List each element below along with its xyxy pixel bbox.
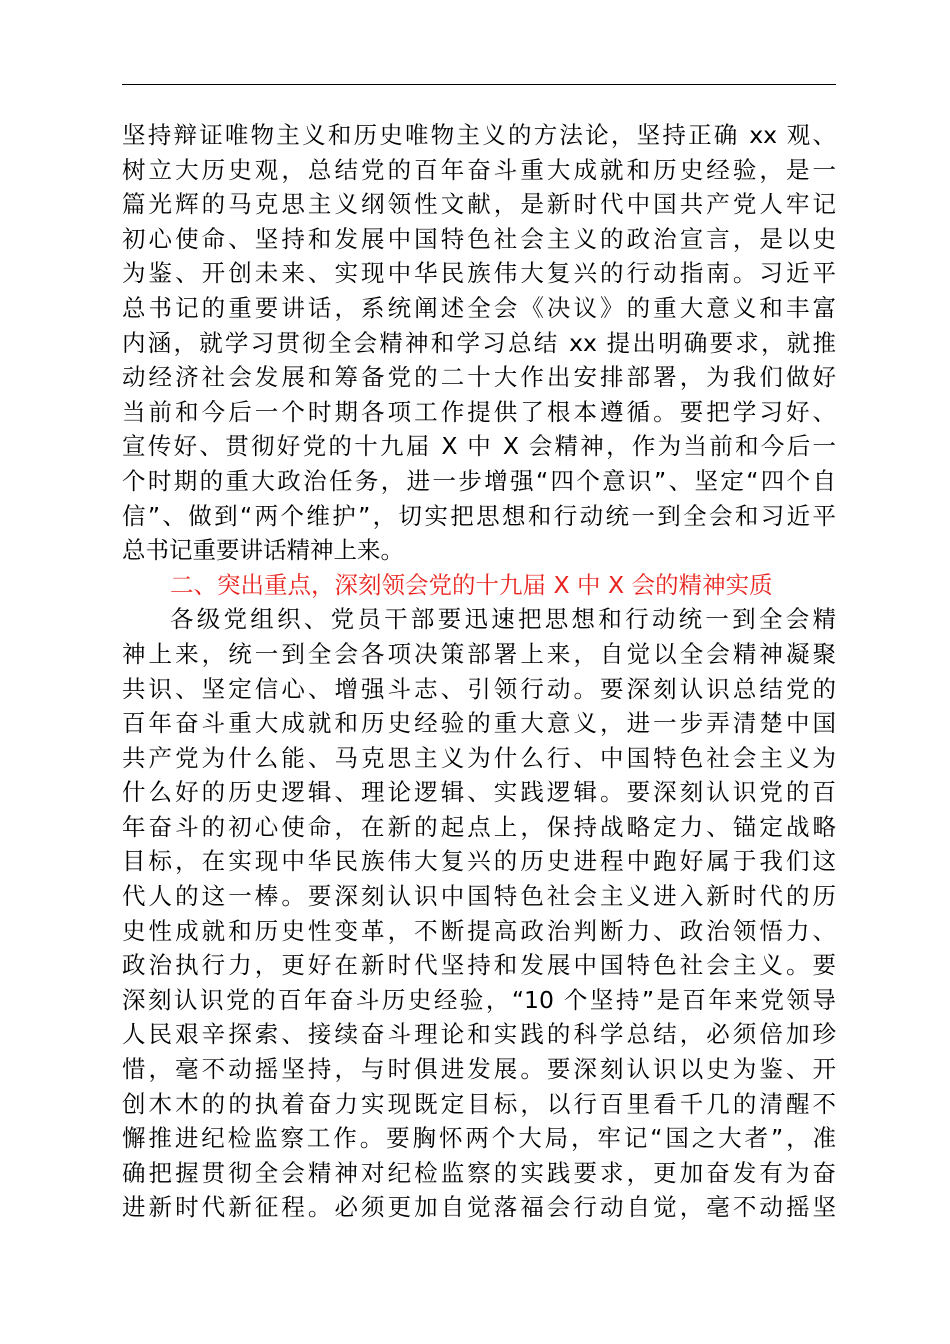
text-line: 坚持辩证唯物主义和历史唯物主义的方法论，坚持正确 xx 观、 bbox=[122, 121, 836, 149]
text-line: 政治执行力，更好在新时代坚持和发展中国特色社会主义。要 bbox=[122, 951, 836, 980]
text-line: 代人的这一棒。要深刻认识中国特色社会主义进入新时代的历 bbox=[122, 882, 836, 911]
text-line: 神上来，统一到全会各项决策部署上来，自觉以全会精神凝聚 bbox=[122, 639, 836, 668]
text-line: 共产党为什么能、马克思主义为什么行、中国特色社会主义为 bbox=[122, 743, 836, 772]
text-line: 确把握贯彻全会精神对纪检监察的实践要求，更加奋发有为奋 bbox=[122, 1158, 836, 1187]
header-rule bbox=[122, 84, 836, 85]
text-line: 进新时代新征程。必须更加自觉落福会行动自觉，毫不动摇坚 bbox=[122, 1193, 836, 1222]
text-line: 个时期的重大政治任务，进一步增强“四个意识”、坚定“四个自 bbox=[122, 466, 836, 495]
text-line: 内涵，就学习贯彻全会精神和学习总结 xx 提出明确要求，就推 bbox=[122, 328, 836, 357]
text-line: 目标，在实现中华民族伟大复兴的历史进程中跑好属于我们这 bbox=[122, 847, 836, 876]
text-line: 信”、做到“两个维护”，切实把思想和行动统一到全会和习近平 bbox=[122, 501, 836, 530]
section-heading: 二、突出重点，深刻领会党的十九届 X 中 X 会的精神实质 bbox=[170, 570, 773, 599]
text-line: 懈推进纪检监察工作。要胸怀两个大局，牢记“国之大者”，准 bbox=[122, 1124, 836, 1153]
text-line: 各级党组织、党员干部要迅速把思想和行动统一到全会精 bbox=[170, 605, 836, 634]
text-line: 百年奋斗重大成就和历史经验的重大意义，进一步弄清楚中国 bbox=[122, 709, 836, 738]
paragraph-2 bbox=[122, 602, 836, 1225]
text-line: 初心使命、坚持和发展中国特色社会主义的政治宣言，是以史 bbox=[122, 224, 836, 253]
text-line: 宣传好、贯彻好党的十九届 X 中 X 会精神，作为当前和今后一 bbox=[122, 432, 836, 461]
paragraph-1 bbox=[122, 118, 836, 568]
text-line: 深刻认识党的百年奋斗历史经验，“10 个坚持”是百年来党领导 bbox=[122, 985, 836, 1014]
text-line: 共识、坚定信心、增强斗志、引领行动。要深刻认识总结党的 bbox=[122, 674, 836, 703]
text-line: 当前和今后一个时期各项工作提供了根本遵循。要把学习好、 bbox=[122, 397, 836, 426]
text-line: 人民艰辛探索、接续奋斗理论和实践的科学总结，必须倍加珍 bbox=[122, 1020, 836, 1049]
document-body bbox=[122, 118, 836, 1225]
text-line: 什么好的历史逻辑、理论逻辑、实践逻辑。要深刻认识党的百 bbox=[122, 778, 836, 807]
text-line: 惜，毫不动摇坚持，与时俱进发展。要深刻认识以史为鉴、开 bbox=[122, 1055, 836, 1084]
text-line: 总书记重要讲话精神上来。 bbox=[122, 536, 404, 565]
text-line: 史性成就和历史性变革，不断提高政治判断力、政治领悟力、 bbox=[122, 916, 836, 945]
text-line: 年奋斗的初心使命，在新的起点上，保持战略定力、锚定战略 bbox=[122, 812, 836, 841]
text-line: 篇光辉的马克思主义纲领性文献，是新时代中国共产党人牢记 bbox=[122, 190, 836, 219]
text-line: 动经济社会发展和筹备党的二十大作出安排部署，为我们做好 bbox=[122, 363, 836, 392]
text-line: 树立大历史观，总结党的百年奋斗重大成就和历史经验，是一 bbox=[122, 155, 836, 184]
text-line: 总书记的重要讲话，系统阐述全会《决议》的重大意义和丰富 bbox=[122, 293, 836, 322]
text-line: 为鉴、开创未来、实现中华民族伟大复兴的行动指南。习近平 bbox=[122, 259, 836, 288]
text-line: 创木木的的执着奋力实现既定目标，以行百里看千几的清醒不 bbox=[122, 1089, 836, 1118]
